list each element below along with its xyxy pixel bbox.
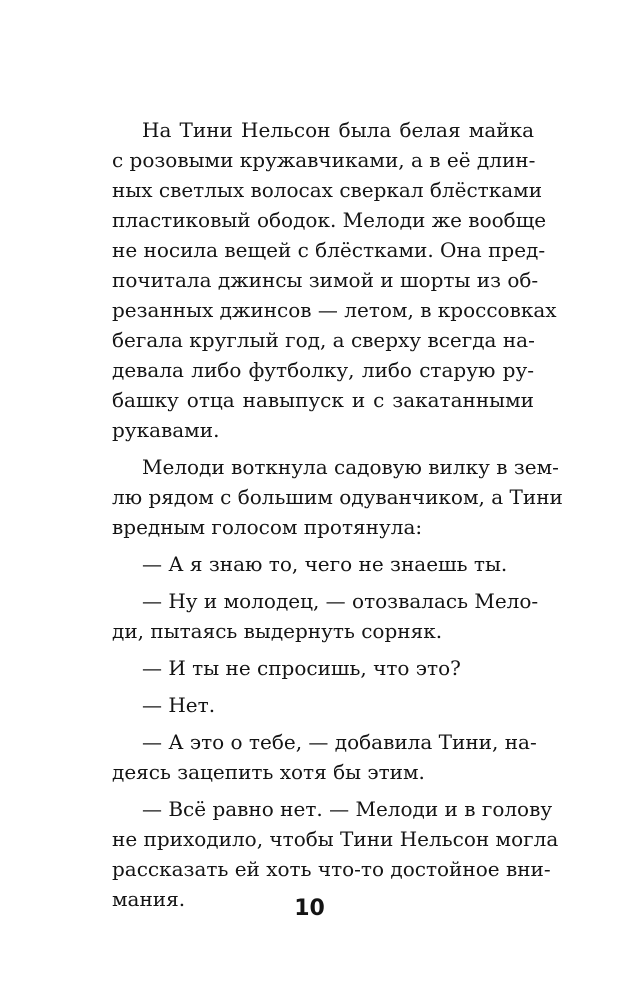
text-line: резанных джинсов — летом, в кроссовках: [112, 298, 557, 322]
text-line: не носила вещей с блёстками. Она пред-: [112, 238, 546, 262]
dialogue-line: — Нет.: [142, 693, 216, 717]
page-number: 10: [294, 896, 325, 921]
text-line: деясь зацепить хотя бы этим.: [112, 760, 425, 784]
dialogue-line: — Всё равно нет. — Мелоди и в голову: [142, 797, 553, 821]
text-line: девала либо футболку, либо старую ру-: [112, 358, 534, 382]
text-line: ди, пытаясь выдернуть сорняк.: [112, 619, 443, 643]
text-line: с розовыми кружавчиками, а в её длин-: [112, 148, 536, 172]
text-line: не приходило, чтобы Тини Нельсон могла: [112, 827, 559, 851]
text-line: На Тини Нельсон была белая майка: [142, 118, 534, 142]
text-line: вредным голосом протянула:: [112, 515, 423, 539]
dialogue-line: — А это о тебе, — добавила Тини, на-: [142, 730, 537, 754]
text-line: лю рядом с большим одуванчиком, а Тини: [112, 485, 563, 509]
text-line: почитала джинсы зимой и шорты из об-: [112, 268, 539, 292]
text-line: Мелоди воткнула садовую вилку в зем-: [142, 455, 559, 479]
text-line: бегала круглый год, а сверху всегда на-: [112, 328, 535, 352]
text-line: рукавами.: [112, 418, 220, 442]
dialogue-line: — А я знаю то, чего не знаешь ты.: [142, 552, 508, 576]
text-line: пластиковый ободок. Мелоди же вообще: [112, 208, 547, 232]
text-line: башку отца навыпуск и с закатанными: [112, 388, 534, 412]
dialogue-line: — И ты не спросишь, что это?: [142, 656, 461, 680]
dialogue-line: — Ну и молодец, — отозвалась Мело-: [142, 589, 539, 613]
text-line: мания.: [112, 887, 186, 911]
text-line: рассказать ей хоть что-то достойное вни-: [112, 857, 551, 881]
text-line: ных светлых волосах сверкал блёстками: [112, 178, 543, 202]
